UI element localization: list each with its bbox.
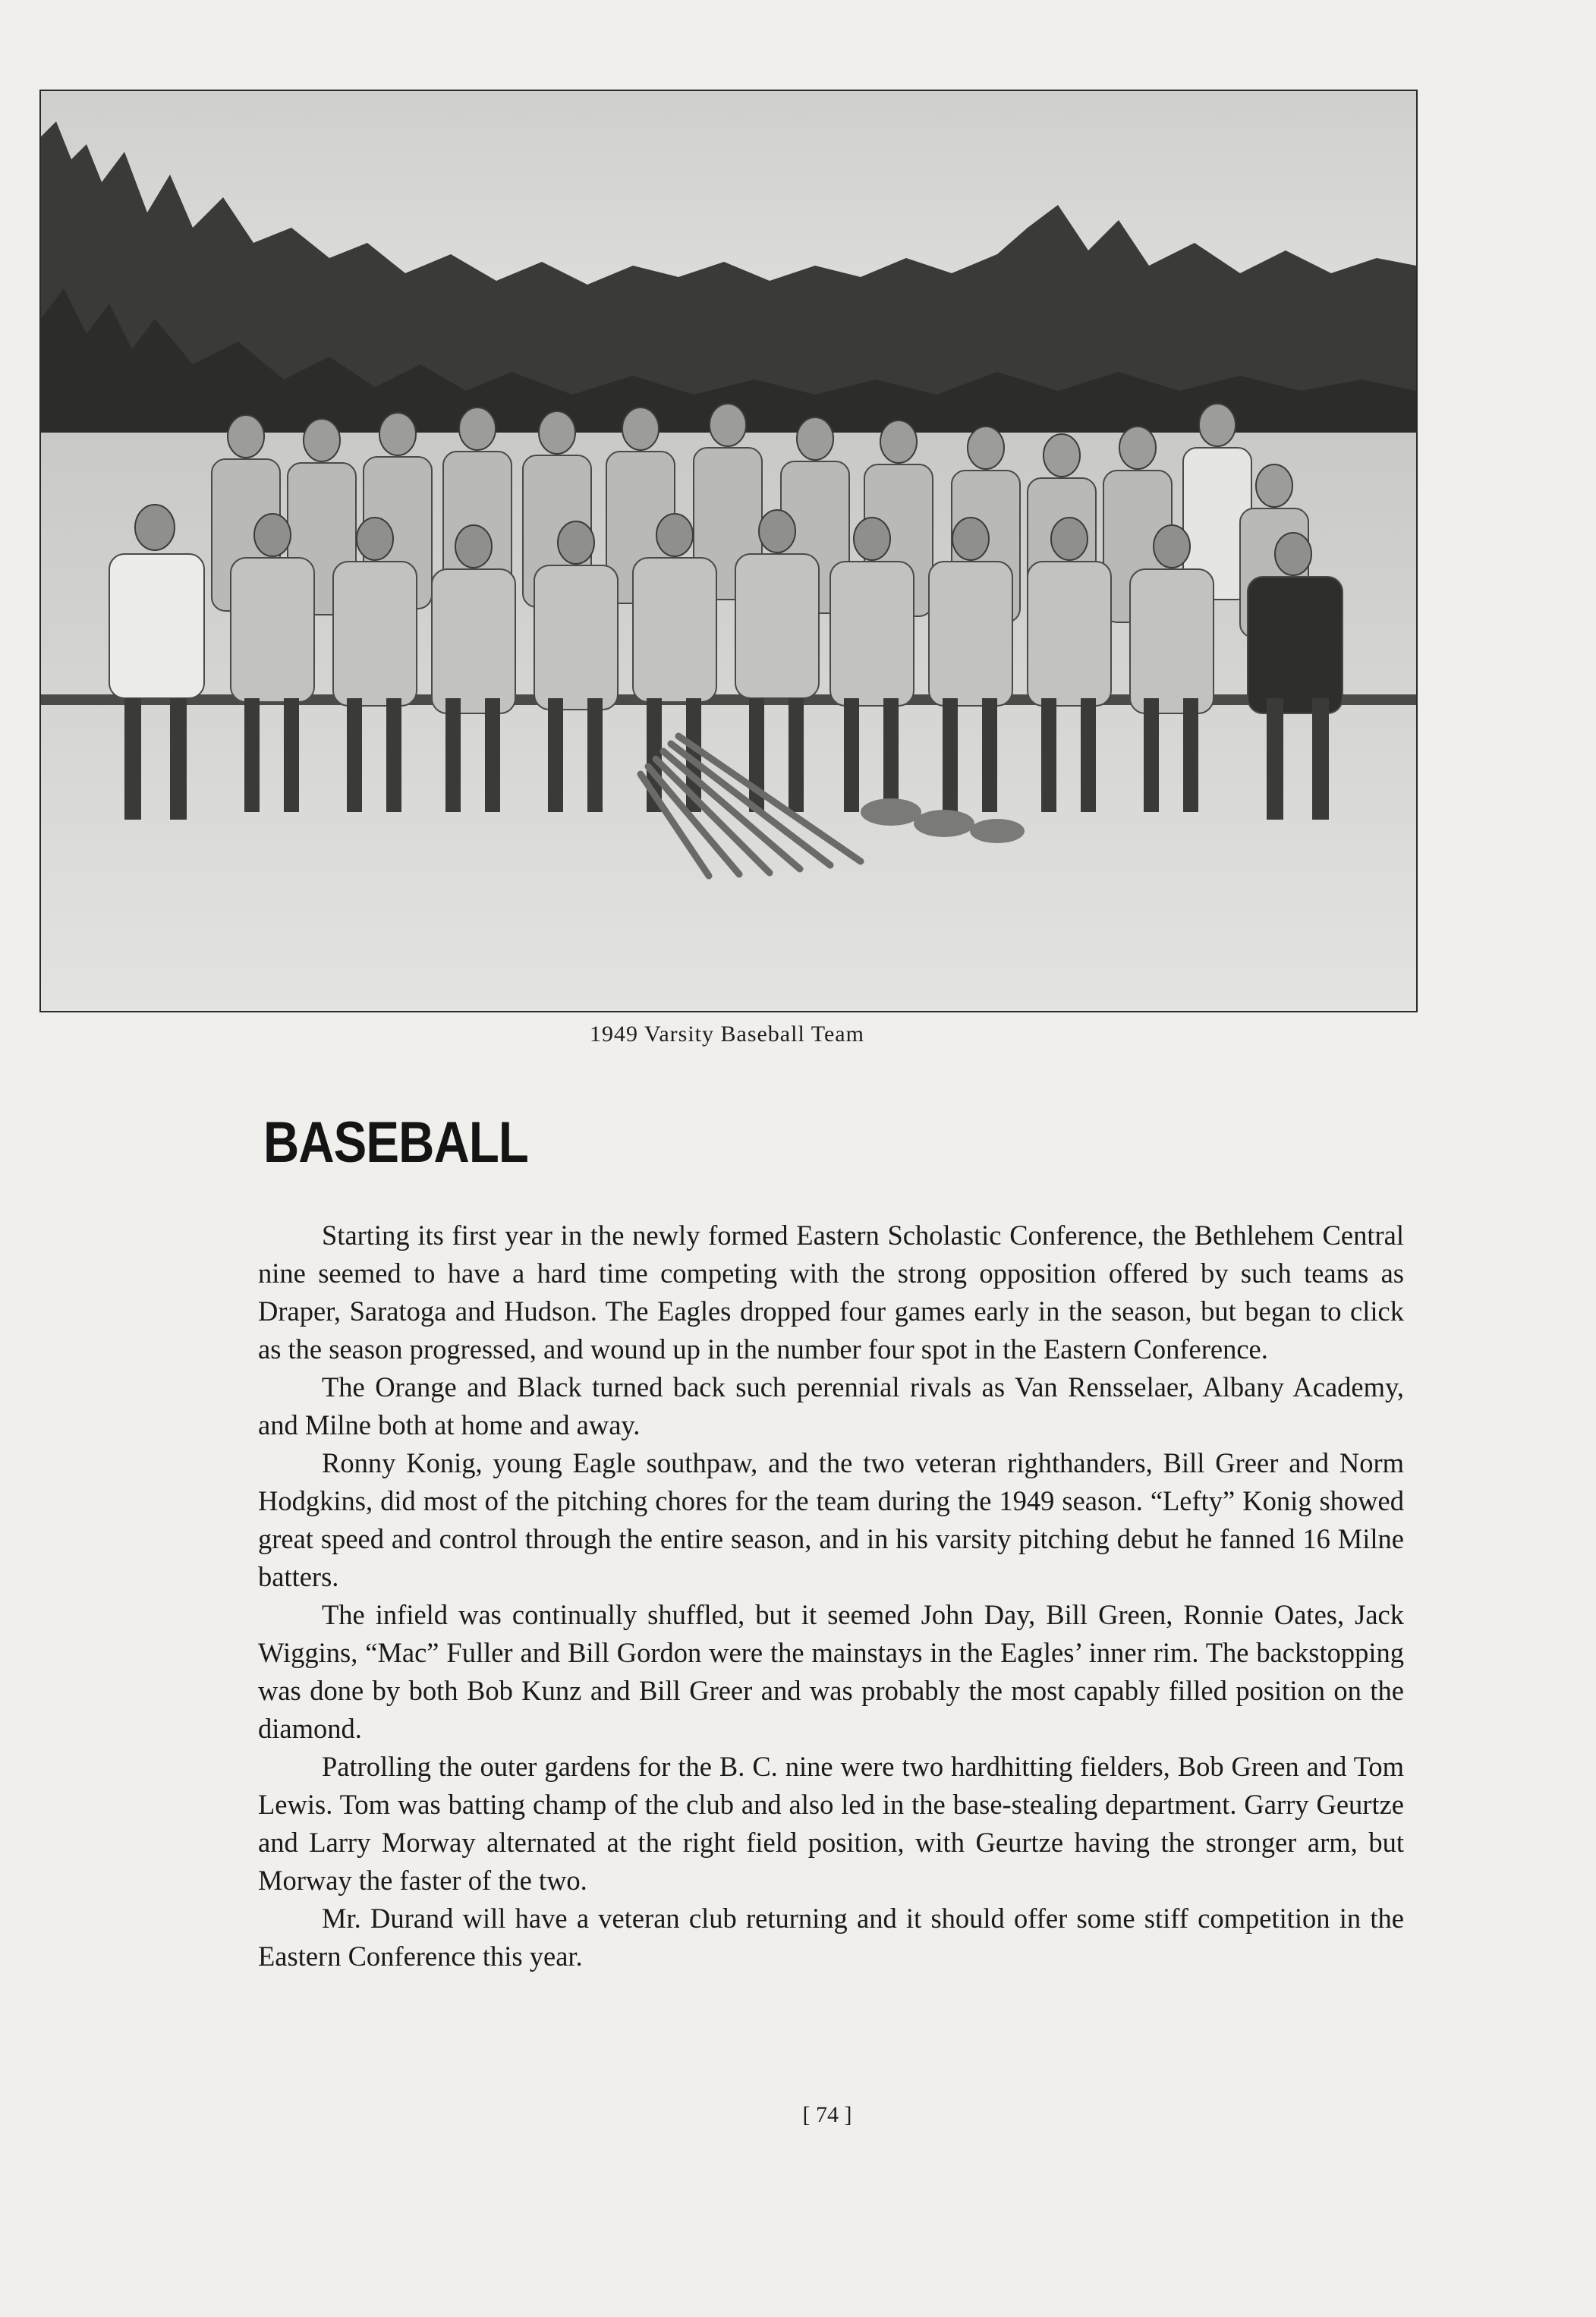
article-body <box>258 1217 1404 1975</box>
article-paragraph: The Orange and Black turned back such perennial rivals as Van Rensselaer, Albany Academy, and Milne both at home and away. <box>258 1371 1404 1440</box>
article-paragraph: The infield was continually shuffled, but it seemed John Day, Bill Green, Ronnie Oates, Jack Wiggins, “Mac” Fuller and Bill Gordon were the mainstays in the Eagles’ inner rim. The backstopping was done by both Bob Kunz and Bill Greer and was probably the most capably filled position on the diamond. <box>258 1599 1404 1744</box>
section-heading: BASEBALL <box>263 1110 528 1175</box>
page-number: [ 74 ] <box>802 2102 852 2127</box>
team-photo-image <box>41 91 1416 1011</box>
article-paragraph: Ronny Konig, young Eagle southpaw, and the two veteran righthanders, Bill Greer and Norm Hodgkins, did most of the pitching chores for the team during the 1949 season. “Lefty” Konig showed great speed and control through the entire season, and in his varsity pitching debut he fanned 16 Milne batters. <box>258 1447 1404 1592</box>
article-paragraph: Mr. Durand will have a veteran club returning and it should offer some stiff competition in the Eastern Conference this year. <box>258 1903 1404 1972</box>
photo-caption: 1949 Varsity Baseball Team <box>590 1022 864 1047</box>
article-paragraph: Patrolling the outer gardens for the B. C. nine were two hardhitting fielders, Bob Green and Tom Lewis. Tom was batting champ of the club and also led in the base-stealing department. Garry Geurtze and Larry Morway alternated at the right field position, with Geurtze having the stronger arm, but Morway the faster of the two. <box>258 1751 1404 1896</box>
article-paragraph: Starting its first year in the newly formed Eastern Scholastic Conference, the Bethlehem Central nine seemed to have a hard time competing with the strong opposition offered by such teams as Draper, Saratoga and Hudson. The Eagles dropped four games early in the season, but began to click as the season progressed, and wound up in the number four spot in the Eastern Conference. <box>258 1220 1404 1365</box>
team-photo <box>39 90 1418 1012</box>
